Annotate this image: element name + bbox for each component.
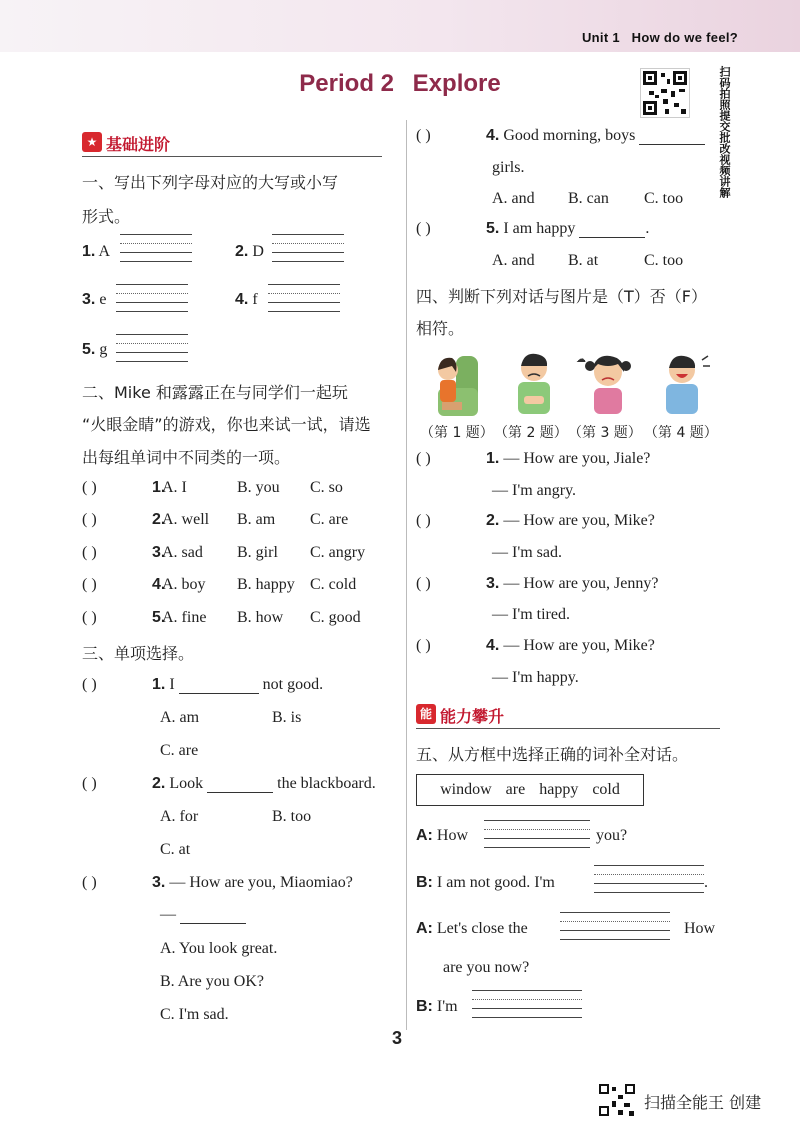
- page-number: 3: [392, 1028, 403, 1048]
- four-line-blank-3[interactable]: [116, 276, 188, 312]
- dialogue-line-4: B: I'm: [416, 998, 458, 1015]
- question-4-cont: girls.: [492, 159, 525, 176]
- figure-caption-3: （第 3 题）: [568, 425, 642, 441]
- tf-reply-3: — I'm tired.: [492, 606, 570, 623]
- svg-text:☁: ☁: [576, 354, 586, 365]
- section-title: 基础进阶: [106, 135, 171, 154]
- answer-paren[interactable]: ( ): [82, 775, 97, 792]
- figure-caption-1: （第 1 题）: [420, 425, 494, 441]
- option-b: B. too: [272, 808, 312, 825]
- period-label: Period 2: [299, 70, 394, 97]
- option-b: B. can: [568, 190, 609, 207]
- figure-caption-4: （第 4 题）: [644, 425, 718, 441]
- answer-paren[interactable]: ( ): [82, 576, 97, 593]
- part2-instruction-cont: “火眼金睛”的游戏，你也来试一试，请选: [82, 415, 371, 434]
- banner-underline: [416, 728, 720, 729]
- banner-underline: [82, 156, 382, 157]
- answer-paren[interactable]: ( ): [82, 544, 97, 561]
- section-banner-basic: [82, 132, 382, 156]
- four-line-blank-2[interactable]: [272, 226, 344, 262]
- answer-paren[interactable]: ( ): [416, 512, 431, 529]
- option-b: B. at: [568, 252, 599, 269]
- unit-header: [582, 30, 738, 45]
- part4-instruction: 四、判断下列对话与图片是（T）否（F）: [416, 287, 707, 306]
- option-c: C. at: [160, 841, 191, 858]
- dialogue-line-1: A: How: [416, 827, 468, 844]
- dialogue-line-2-end: .: [704, 874, 708, 891]
- option-a: A. am: [160, 709, 200, 726]
- dialogue-line-1-end: you?: [596, 827, 628, 844]
- answer-paren[interactable]: ( ): [82, 479, 97, 496]
- figure-angry-girl: [572, 348, 642, 420]
- dialogue-line-2: B: I am not good. I'm: [416, 874, 555, 891]
- part2-instruction-cont2: 出每组单词中不同类的一项。: [82, 448, 291, 467]
- four-line-blank-4[interactable]: [268, 276, 340, 312]
- part1-instruction-cont: 形式。: [82, 207, 131, 226]
- word-bank-box: window are happy cold: [416, 774, 644, 806]
- tf-reply-4: — I'm happy.: [492, 669, 579, 686]
- topic-label: Explore: [412, 70, 501, 97]
- odd-one-out-row: ( ) 5. A. fine B. how C. good: [82, 609, 361, 626]
- option-c: C. are: [160, 742, 199, 759]
- dialogue-line-3: A: Let's close the: [416, 920, 528, 937]
- answer-paren[interactable]: ( ): [82, 676, 97, 693]
- answer-blank[interactable]: [207, 792, 273, 793]
- part4-instruction-cont: 相符。: [416, 319, 465, 338]
- odd-one-out-row: ( ) 2. A. well B. am C. are: [82, 511, 349, 528]
- option-c: C. too: [644, 190, 684, 207]
- dialogue-line-3-cont: are you now?: [443, 959, 530, 976]
- letter-item-2: 2. D: [235, 243, 264, 260]
- column-divider: [406, 120, 407, 1030]
- unit-label: Unit 1: [581, 30, 620, 45]
- odd-one-out-row: ( ) 3. A. sad B. girl C. angry: [82, 544, 366, 561]
- option-a: A. You look great.: [160, 940, 278, 957]
- option-b: B. Are you OK?: [160, 973, 264, 990]
- answer-paren[interactable]: ( ): [416, 637, 431, 654]
- letter-item-4: 4. f: [235, 291, 258, 308]
- tf-item-4: ( ) 4. — How are you, Mike?: [416, 637, 655, 654]
- choice-question-5: ( ) 5. I am happy .: [416, 220, 650, 237]
- choice-question-1: ( ) 1. I not good.: [82, 676, 324, 693]
- section-banner-advanced: [416, 704, 720, 728]
- section-title: 能力攀升: [440, 707, 505, 726]
- figure-caption-2: （第 2 题）: [494, 425, 568, 441]
- part3-instruction: 三、单项选择。: [82, 644, 195, 663]
- part5-instruction: 五、从方框中选择正确的词补全对话。: [416, 745, 689, 764]
- answer-paren[interactable]: ( ): [82, 609, 97, 626]
- four-line-blank-1[interactable]: [120, 226, 192, 262]
- four-line-blank-dialogue-2[interactable]: [594, 857, 704, 893]
- figure-sad-boy: [498, 348, 568, 420]
- answer-paren[interactable]: ( ): [416, 575, 431, 592]
- letter-item-5: 5. g: [82, 341, 108, 358]
- figure-happy-boy: [648, 348, 718, 420]
- tf-reply-1: — I'm angry.: [492, 482, 577, 499]
- tf-item-1: ( ) 1. — How are you, Jiale?: [416, 450, 651, 467]
- ability-icon: 能: [416, 704, 436, 724]
- option-a: A. and: [492, 190, 535, 207]
- four-line-blank-5[interactable]: [116, 326, 188, 362]
- answer-paren[interactable]: ( ): [416, 220, 431, 237]
- answer-blank[interactable]: [579, 237, 645, 238]
- answer-paren[interactable]: ( ): [416, 450, 431, 467]
- tf-reply-2: — I'm sad.: [492, 544, 562, 561]
- dialogue-line-3-end: How: [684, 920, 716, 937]
- option-a: A. for: [160, 808, 199, 825]
- tf-item-3: ( ) 3. — How are you, Jenny?: [416, 575, 659, 592]
- answer-paren[interactable]: ( ): [82, 874, 97, 891]
- four-line-blank-dialogue-4[interactable]: [472, 982, 582, 1018]
- part1-instruction: 一、写出下列字母对应的大写或小写: [82, 173, 339, 192]
- answer-line: —: [160, 906, 246, 924]
- pencil-icon: ★: [82, 132, 102, 152]
- scanner-qr-icon: [598, 1083, 636, 1117]
- option-b: B. is: [272, 709, 302, 726]
- option-a: A. and: [492, 252, 535, 269]
- footer-watermark: 扫描全能王 创建: [644, 1093, 762, 1112]
- tf-item-2: ( ) 2. — How are you, Mike?: [416, 512, 655, 529]
- odd-one-out-row: ( ) 4. A. boy B. happy C. cold: [82, 576, 357, 593]
- unit-title: How do we feel?: [631, 30, 738, 45]
- qr-label: 扫码拍照提交批改视频讲解: [718, 66, 730, 198]
- qr-code-icon: [640, 68, 690, 118]
- option-c: C. too: [644, 252, 684, 269]
- odd-one-out-row: ( ) 1. A. I B. you C. so: [82, 479, 343, 496]
- answer-blank[interactable]: [179, 693, 259, 694]
- figure-tired-girl: [422, 348, 492, 420]
- answer-blank[interactable]: [180, 923, 246, 924]
- letter-item-1: 1. A: [82, 243, 111, 260]
- option-c: C. I'm sad.: [160, 1006, 229, 1023]
- answer-paren[interactable]: ( ): [416, 127, 431, 144]
- letter-item-3: 3. e: [82, 291, 107, 308]
- choice-question-4: ( ) 4. Good morning, boys: [416, 127, 705, 145]
- four-line-blank-dialogue-3[interactable]: [560, 904, 670, 940]
- choice-question-2: ( ) 2. Look the blackboard.: [82, 775, 376, 792]
- answer-paren[interactable]: ( ): [82, 511, 97, 528]
- four-line-blank-dialogue-1[interactable]: [484, 812, 590, 848]
- answer-blank[interactable]: [639, 144, 705, 145]
- choice-question-3: ( ) 3. — How are you, Miaomiao?: [82, 874, 353, 891]
- part2-instruction: 二、Mike 和露露正在与同学们一起玩: [82, 383, 348, 402]
